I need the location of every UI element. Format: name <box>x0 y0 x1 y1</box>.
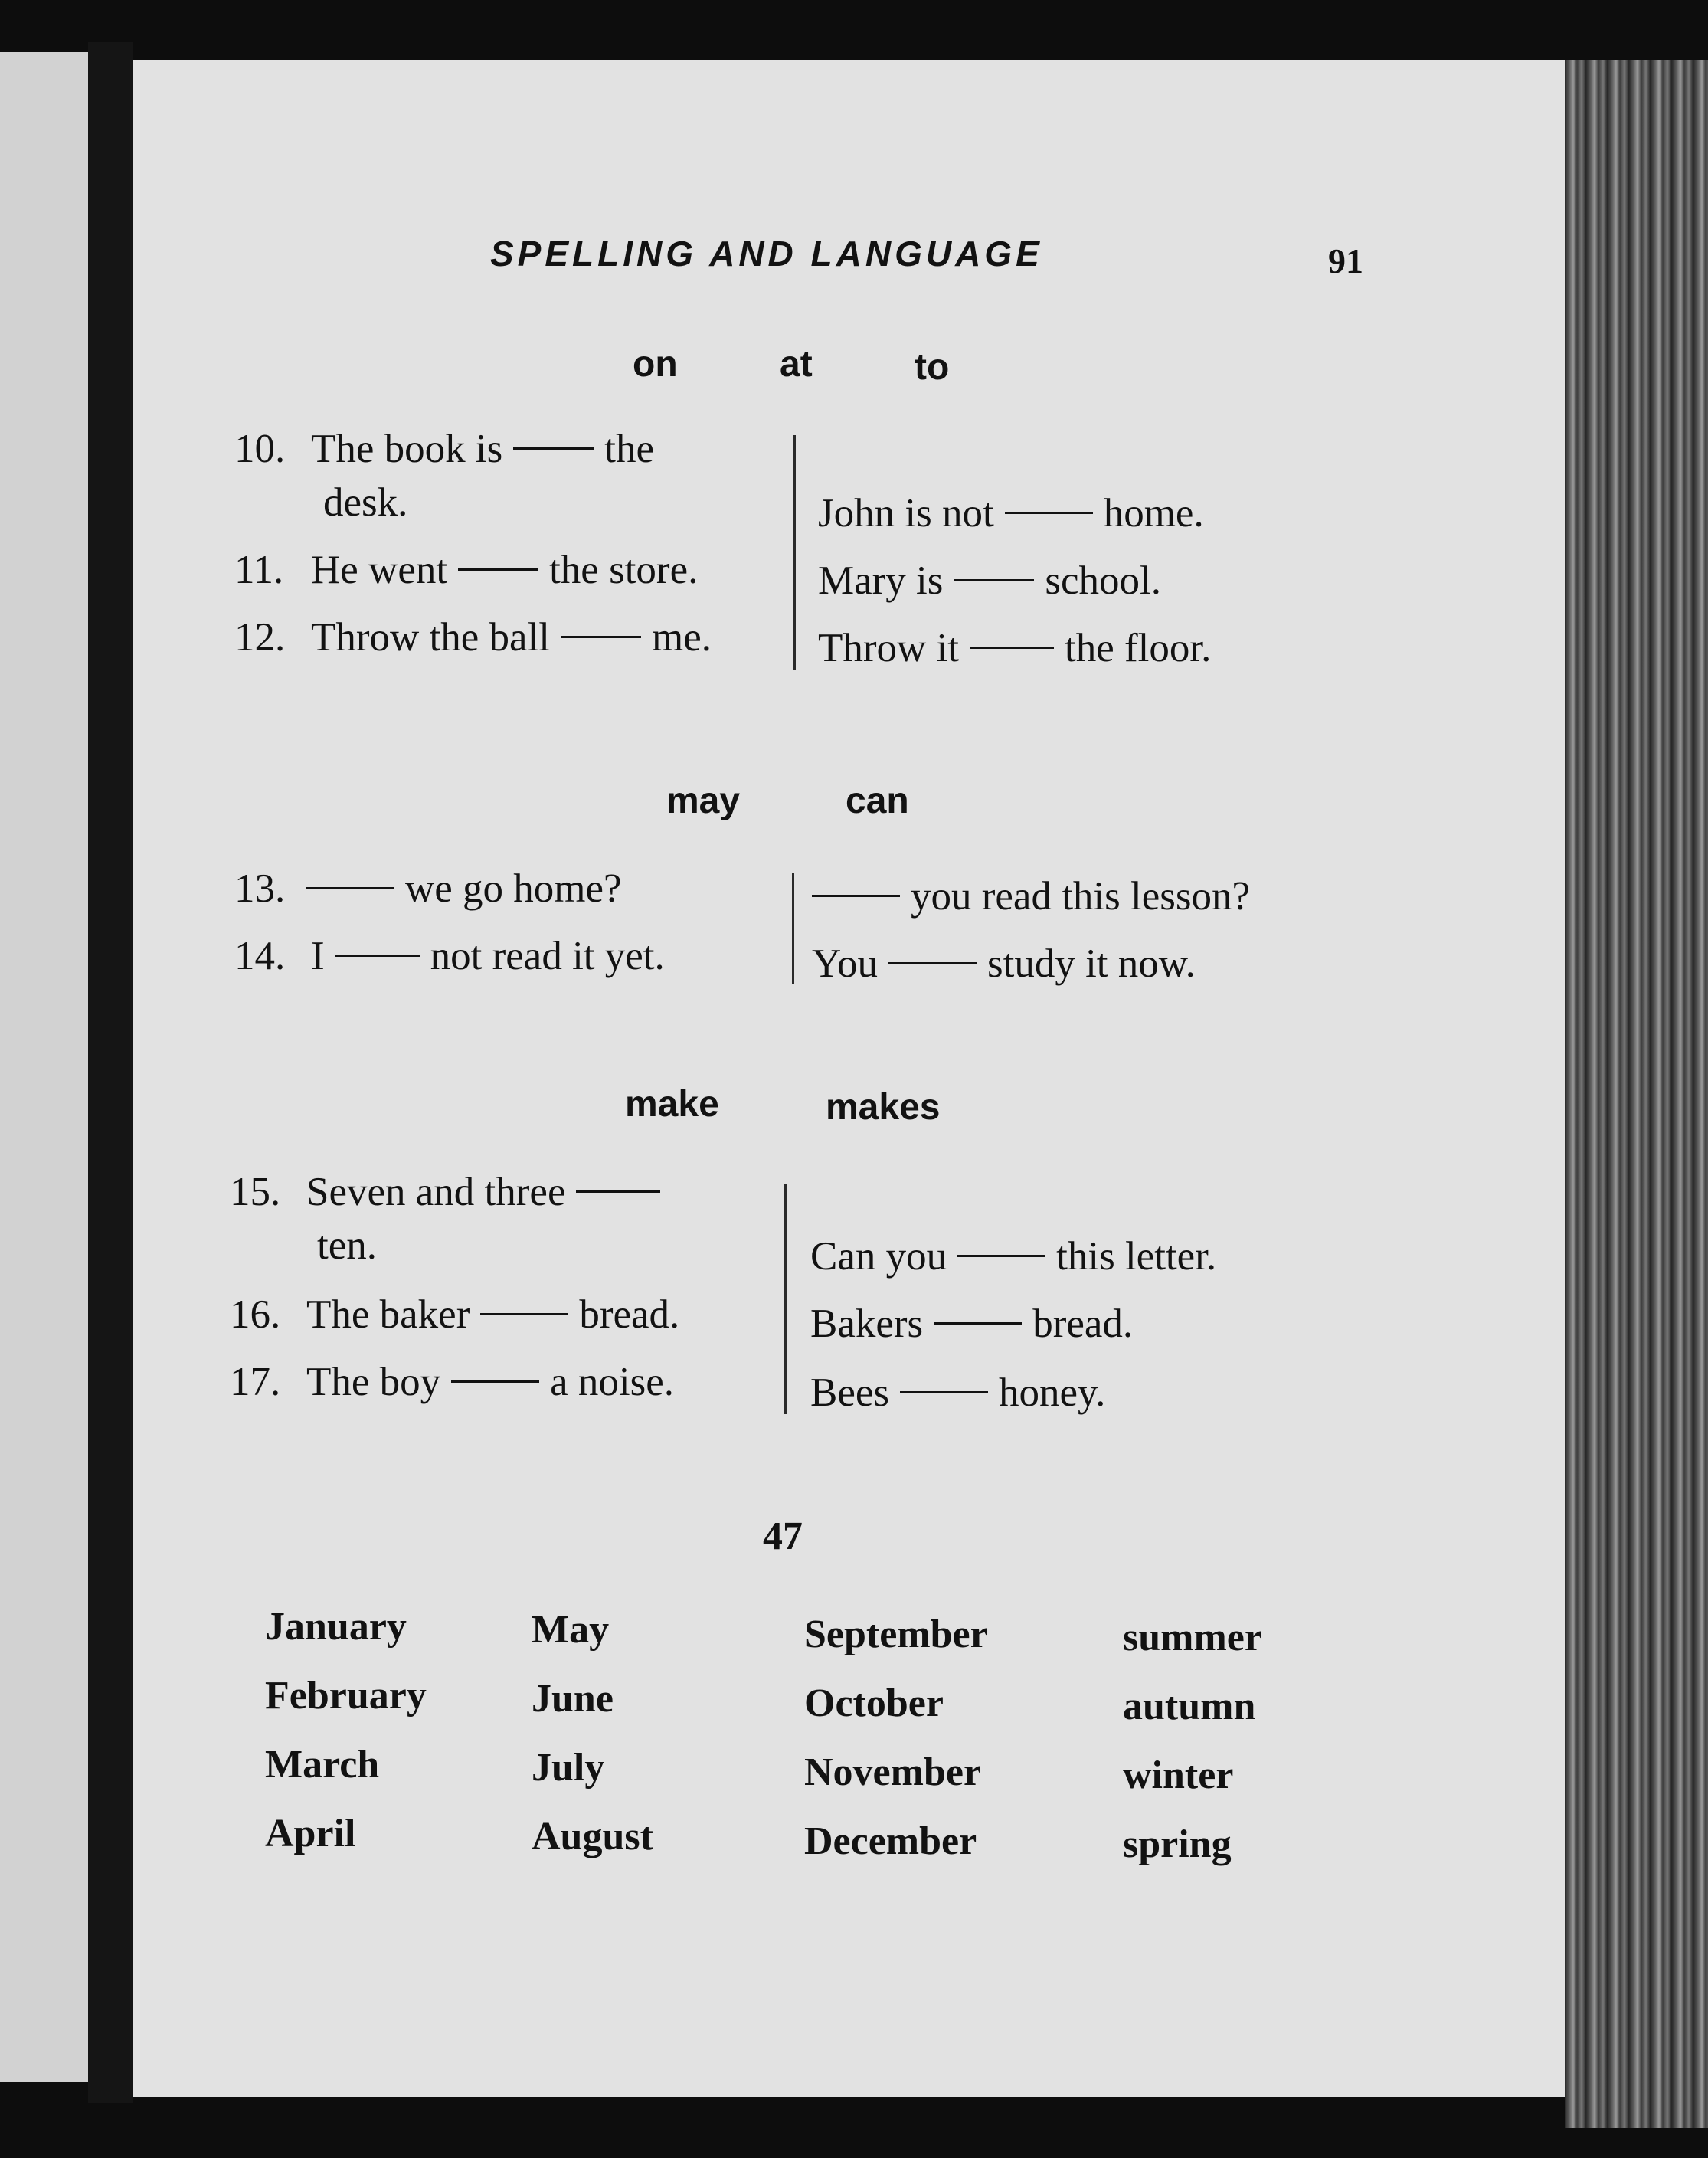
answer-blank[interactable] <box>812 895 900 897</box>
book-gutter <box>88 42 133 2103</box>
month-word: July <box>532 1746 605 1790</box>
facing-page-edge <box>0 52 88 2082</box>
page-number: 91 <box>1328 241 1363 280</box>
answer-blank[interactable] <box>335 955 420 957</box>
answer-blank[interactable] <box>306 887 394 889</box>
season-word: winter <box>1123 1754 1234 1797</box>
column-divider <box>784 1184 787 1414</box>
answer-blank[interactable] <box>957 1255 1045 1257</box>
answer-blank[interactable] <box>900 1391 988 1393</box>
word-choice-makes: makes <box>826 1087 941 1128</box>
exercise-15-continued: ten. <box>317 1223 377 1268</box>
exercise-10-continued: desk. <box>323 480 408 525</box>
month-word: June <box>532 1677 614 1721</box>
month-word: January <box>265 1605 407 1649</box>
answer-blank[interactable] <box>934 1322 1022 1325</box>
word-choice-may: may <box>666 781 741 821</box>
column-divider <box>792 873 794 984</box>
exercise-10: 10. The book is the <box>234 427 654 471</box>
exercise-16-right: Bakers bread. <box>810 1302 1134 1346</box>
month-word: December <box>804 1819 977 1863</box>
exercise-10-right: John is not home. <box>818 491 1204 535</box>
exercise-11: 11. He went the store. <box>234 548 699 592</box>
exercise-11-right: Mary is school. <box>818 558 1162 603</box>
month-word: October <box>804 1682 944 1725</box>
lesson-number: 47 <box>763 1515 803 1558</box>
season-word: summer <box>1123 1616 1262 1659</box>
month-word: August <box>532 1815 653 1858</box>
month-word: April <box>265 1812 356 1855</box>
page-stack-edge <box>1565 60 1708 2128</box>
answer-blank[interactable] <box>451 1380 539 1383</box>
answer-blank[interactable] <box>480 1313 568 1315</box>
month-word: May <box>532 1608 610 1652</box>
running-head: SPELLING AND LANGUAGE <box>490 234 1043 273</box>
exercise-12-right: Throw it the floor. <box>818 626 1212 670</box>
month-word: November <box>804 1750 982 1794</box>
answer-blank[interactable] <box>458 568 538 571</box>
column-divider <box>793 435 796 670</box>
month-word: September <box>804 1613 988 1656</box>
season-word: spring <box>1123 1822 1232 1866</box>
word-choice-make: make <box>625 1084 719 1125</box>
word-choice-can: can <box>846 781 909 821</box>
word-choice-on: on <box>633 344 678 385</box>
answer-blank[interactable] <box>513 447 594 450</box>
month-word: March <box>265 1743 380 1786</box>
exercise-17-right: Bees honey. <box>810 1370 1106 1415</box>
exercise-12: 12. Throw the ball me. <box>234 615 712 660</box>
word-choice-at: at <box>780 344 813 385</box>
answer-blank[interactable] <box>888 962 977 964</box>
exercise-15-right: Can you this letter. <box>810 1234 1217 1279</box>
exercise-14: 14. I not read it yet. <box>234 934 665 978</box>
exercise-13: 13. we go home? <box>234 866 622 911</box>
exercise-14-right: You study it now. <box>812 941 1196 986</box>
exercise-13-right: you read this lesson? <box>804 873 1250 919</box>
month-word: February <box>265 1674 427 1718</box>
answer-blank[interactable] <box>1005 512 1093 514</box>
exercise-17: 17. The boy a noise. <box>230 1360 675 1404</box>
answer-blank[interactable] <box>576 1190 660 1193</box>
answer-blank[interactable] <box>561 636 641 638</box>
answer-blank[interactable] <box>954 579 1034 581</box>
season-word: autumn <box>1123 1685 1256 1728</box>
answer-blank[interactable] <box>970 647 1054 649</box>
exercise-16: 16. The baker bread. <box>230 1292 680 1337</box>
word-choice-to: to <box>915 347 950 388</box>
exercise-15: 15. Seven and three <box>230 1169 671 1215</box>
